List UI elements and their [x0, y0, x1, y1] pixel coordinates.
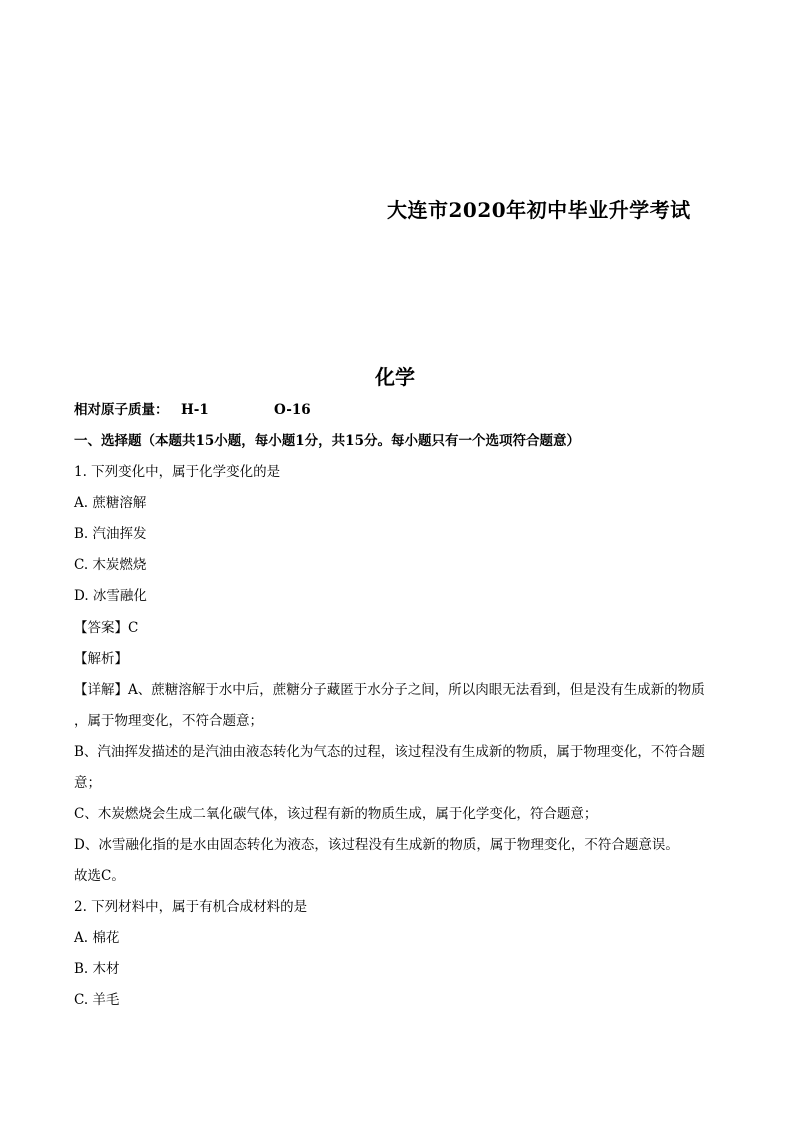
- detail-label: 【详解】: [74, 682, 128, 698]
- detail-a-text: A、蔗糖溶解于水中后，蔗糖分子藏匿于水分子之间，所以肉眼无法看到，但是没有生成新的物质: [128, 682, 705, 698]
- question-1-option-c: C. 木炭燃烧: [74, 557, 147, 573]
- question-1-detail-b-line1: B、汽油挥发描述的是汽油由液态转化为气态的过程，该过程没有生成新的物质，属于物理变化，不符合题: [74, 744, 705, 760]
- answer-value: C: [128, 620, 139, 636]
- question-1-stem: 1. 下列变化中，属于化学变化的是: [74, 464, 281, 480]
- subject-title: 化学: [375, 365, 415, 389]
- question-2-stem: 2. 下列材料中，属于有机合成材料的是: [74, 899, 308, 915]
- question-1-conclusion: 故选C。: [74, 868, 125, 884]
- question-1-detail-d: D、冰雪融化指的是水由固态转化为液态，该过程没有生成新的物质，属于物理变化，不符合题意误。: [74, 837, 679, 853]
- section-heading: 一、选择题（本题共15小题，每小题1分，共15分。每小题只有一个选项符合题意）: [74, 433, 580, 449]
- question-2-option-a: A. 棉花: [74, 930, 120, 946]
- question-1-detail-a-line1: [74, 681, 705, 699]
- question-1-detail-c: C、木炭燃烧会生成二氧化碳气体，该过程有新的物质生成，属于化学变化，符合题意；: [74, 806, 598, 822]
- exam-title: 大连市2020年初中毕业升学考试: [387, 198, 691, 222]
- atomic-mass-o: O-16: [274, 402, 311, 418]
- atomic-mass-h: H-1: [181, 402, 209, 418]
- question-1-option-a: A. 蔗糖溶解: [74, 495, 147, 511]
- question-2-option-c: C. 羊毛: [74, 992, 120, 1008]
- question-1-option-d: D. 冰雪融化: [74, 588, 147, 604]
- question-1-analysis-label: 【解析】: [74, 651, 128, 667]
- question-2-option-b: B. 木材: [74, 961, 120, 977]
- question-1-detail-b-line2: 意；: [74, 775, 101, 791]
- question-1-option-b: B. 汽油挥发: [74, 526, 147, 542]
- question-1-detail-a-line2: ，属于物理变化，不符合题意；: [74, 713, 263, 729]
- question-1-answer: [74, 619, 138, 637]
- answer-label: 【答案】: [74, 620, 128, 636]
- atomic-mass-label: 相对原子质量：: [74, 402, 169, 418]
